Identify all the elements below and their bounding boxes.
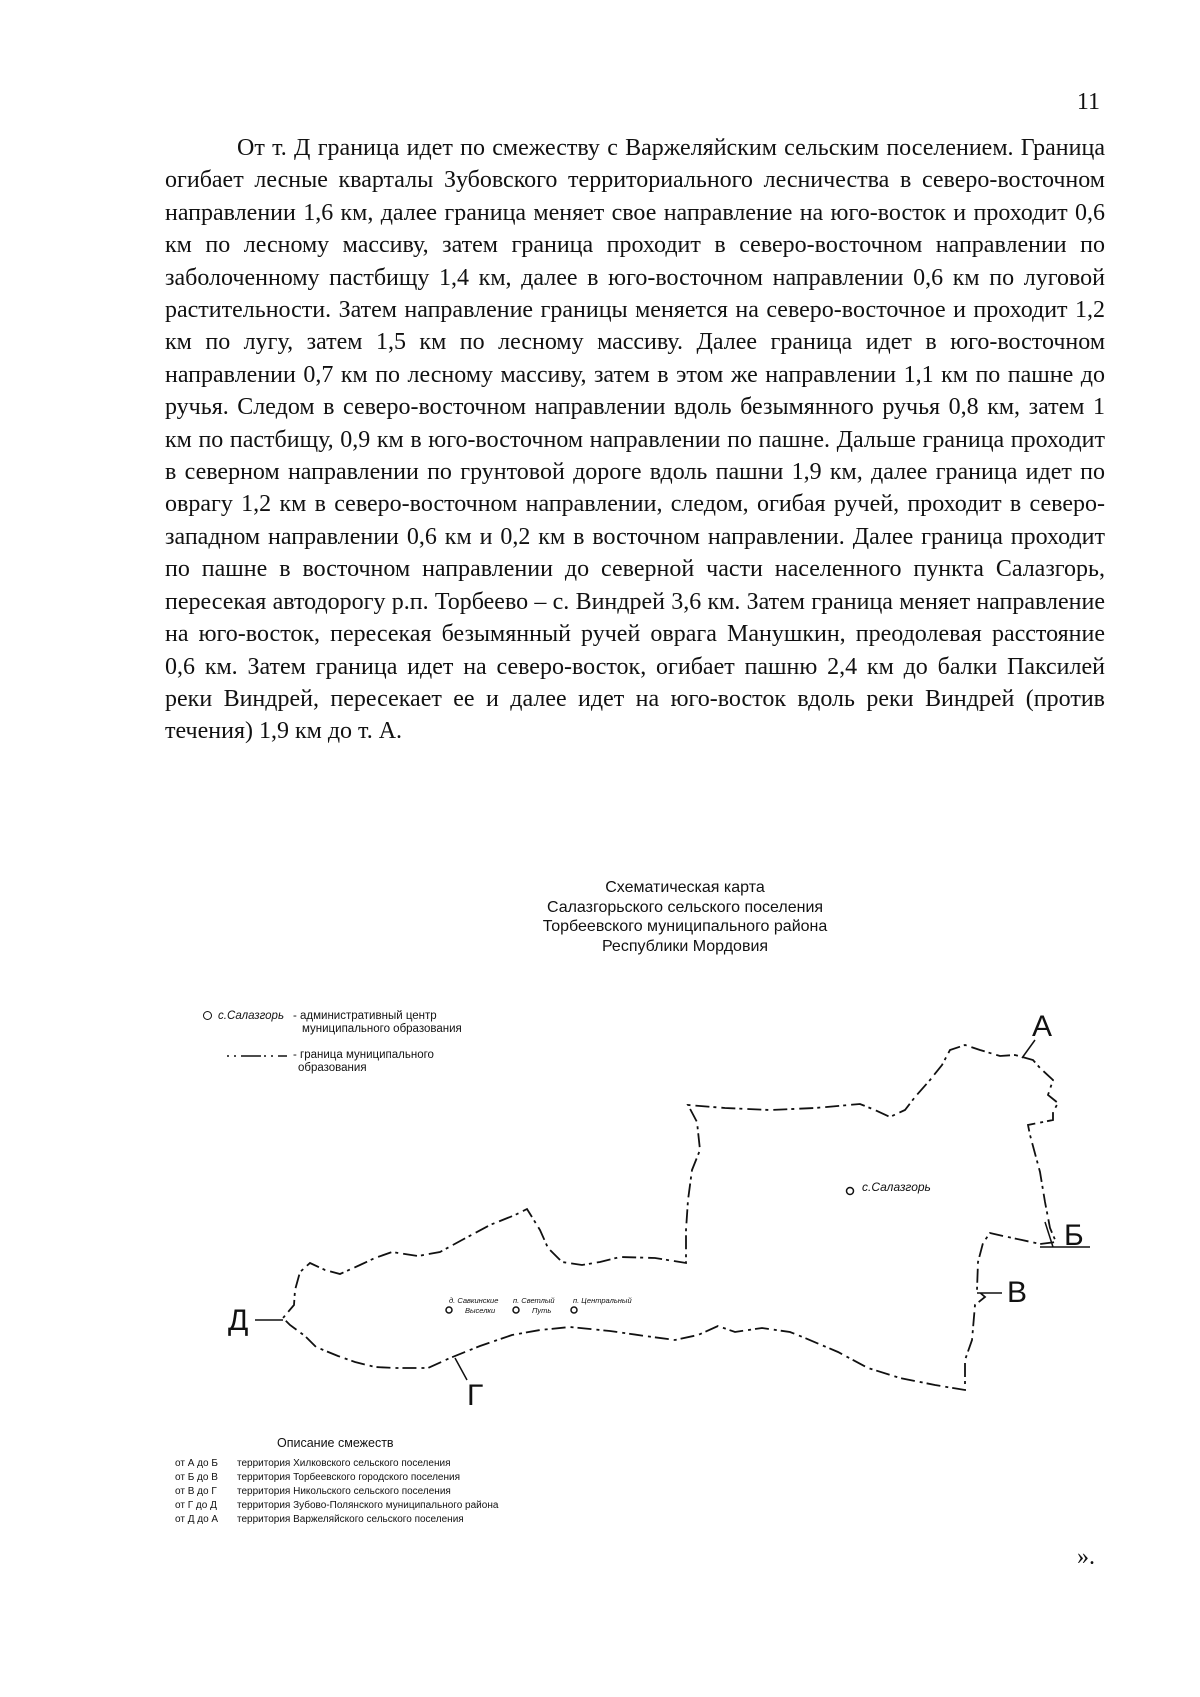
- closing-quote: ».: [1077, 1544, 1095, 1570]
- point-label-b: Б: [1064, 1219, 1084, 1252]
- legend-boundary-description-line-2: образования: [298, 1062, 367, 1074]
- settlement-label-salazgor: с.Салазгорь: [862, 1180, 931, 1194]
- centralny-settlement-icon: [571, 1307, 577, 1313]
- settlement-label-savkinskie-2: Выселки: [465, 1306, 496, 1315]
- adjacency-description: территория Зубово-Полянского муниципального района: [237, 1500, 499, 1511]
- savkinskie-settlement-icon: [446, 1307, 452, 1313]
- leader-line-g: [455, 1358, 467, 1380]
- map-title-line-2: Салазгорьского сельского поселения: [546, 898, 824, 916]
- page-number: 11: [1076, 89, 1100, 115]
- adjacency-range: от Б до В: [175, 1472, 218, 1483]
- settlement-label-centralny: п. Центральный: [573, 1296, 632, 1305]
- map-title-line-1: Схематическая карта: [605, 879, 765, 896]
- point-label-a: А: [1032, 1010, 1053, 1043]
- adjacency-range: от В до Г: [175, 1486, 217, 1497]
- adjacency-description: территория Хилковского сельского поселения: [237, 1458, 451, 1469]
- map-title-line-4: Республики Мордовия: [601, 937, 769, 955]
- settlement-label-savkinskie-1: д. Савкинские: [449, 1296, 499, 1305]
- adjacency-description: территория Варжеляйского сельского поселения: [237, 1514, 464, 1525]
- adjacency-range: от А до Б: [175, 1458, 218, 1469]
- boundary-line: [283, 1045, 1058, 1390]
- adjacency-range: от Д до А: [175, 1514, 219, 1525]
- point-label-v: В: [1007, 1276, 1028, 1309]
- boundary-description-paragraph: От т. Д граница идет по смежеству с Варжеляйским сельским поселением. Граница огибает лесные кварталы Зубовского территориального лесничества в северо-восточном направлении 1,6 км, далее граница меняет свое направление на юго-восток и проходит 0,6 км по лесному массиву, затем граница проходит в северо-восточном направлении по заболоченному пастбищу 1,4 км, далее в юго-восточном направлении 0,6 км по луговой растительности. Затем направление границы меняется на северо-восточное и проходит 1,2 км по лугу, затем 1,5 км по лесному массиву. Далее граница идет в юго-восточном направлении 0,7 км по лесному массиву, затем в этом же направлении 1,1 км по пашне до ручья. Следом в северо-восточном направлении вдоль безымянного ручья 0,8 км, затем 1 км по пастбищу, 0,9 км в юго-восточном направлении по пашне. Дальше граница проходит в северном направлении по грунтовой дороге вдоль пашни 1,9 км, далее граница идет по оврагу 1,2 км в северо-восточном направлении, следом, огибая ручей, проходит в северо-западном направлении 0,6 км и 0,2 км в восточном направлении. Далее граница проходит по пашне в восточном направлении до северной части населенного пункта Салазгорь, пересекая автодорогу р.п. Торбеево – с. Виндрей 3,6 км. Затем граница меняет направление на юго-восток, пересекая безымянный ручей оврага Манушкин, преодолевая расстояние 0,6 км. Затем граница идет на северо-восток, огибает пашню 2,4 км до балки Паксилей реки Виндрей, пересекает ее и далее идет на юго-восток вдоль реки Виндрей (против течения) 1,9 км до т. А.: [165, 135, 1105, 745]
- settlement-label-svetly-2: Путь: [532, 1306, 552, 1315]
- legend-center-description-line-1: - административный центр: [293, 1010, 437, 1022]
- adjacency-description: территория Торбеевского городского поселения: [237, 1472, 460, 1483]
- legend-boundary-description-line-1: - граница муниципального: [293, 1049, 434, 1061]
- salazgor-settlement-icon: [847, 1188, 854, 1195]
- adjacency-range: от Г до Д: [175, 1500, 217, 1511]
- legend-center-description-line-2: муниципального образования: [302, 1023, 462, 1035]
- point-label-g: Г: [467, 1379, 484, 1412]
- svetly-settlement-icon: [513, 1307, 519, 1313]
- adjacency-description: территория Никольского сельского поселения: [237, 1486, 451, 1497]
- point-label-d: Д: [228, 1304, 249, 1337]
- settlement-label-svetly-1: п. Светлый: [513, 1296, 555, 1305]
- legend-center-name: с.Салазгорь: [218, 1010, 285, 1022]
- map-title-line-3: Торбеевского муниципального района: [542, 918, 828, 935]
- adjacency-title: Описание смежеств: [277, 1436, 394, 1450]
